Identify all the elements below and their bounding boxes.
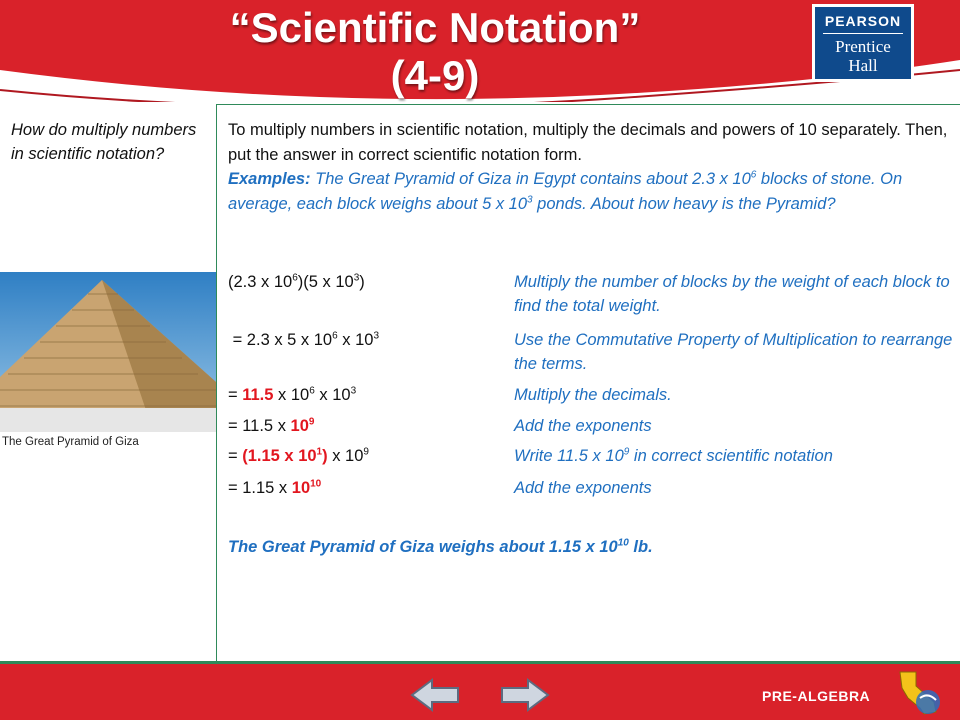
expr-part: = (228, 386, 243, 404)
expr-exponent: 1 (316, 446, 323, 458)
logo-hall: Hall (848, 56, 878, 75)
example-text-b: blocks of stone. On average, each block weighs about 5 x 10 (228, 170, 903, 213)
expr-exponent: 9 (308, 416, 315, 428)
pyramid-photo (0, 272, 216, 432)
photo-caption: The Great Pyramid of Giza (2, 436, 139, 448)
explanation-part: Write 11.5 x 10 (514, 447, 624, 465)
expr-exponent: 10 (310, 478, 322, 490)
expr-part: = 2.3 x 5 x 10 (228, 331, 333, 349)
example-sup-b: 3 (527, 194, 533, 205)
arrow-left-icon (412, 680, 458, 710)
example-problem (228, 167, 950, 216)
expr-part: x 10 (327, 447, 364, 465)
logo-prentice: Prentice (835, 37, 891, 56)
expr-exponent: 6 (309, 385, 315, 397)
example-sup-a: 6 (750, 169, 757, 181)
course-label: PRE-ALGEBRA (762, 688, 871, 704)
title-line-1: “Scientific Notation” (229, 4, 641, 51)
expr-exponent: 3 (373, 330, 380, 342)
expr-part: = 1.15 x (228, 479, 292, 497)
publisher-logo (812, 4, 914, 82)
step-expression (228, 414, 518, 438)
expr-part: )(5 x 10 (297, 273, 354, 291)
pyramid-illustration (0, 272, 216, 432)
conclusion-part: lb. (628, 538, 653, 556)
step-explanation (514, 444, 954, 468)
expr-exponent: 3 (350, 385, 357, 397)
previous-slide-button[interactable] (410, 678, 460, 712)
content-top-rule (216, 104, 960, 105)
example-text-c: ponds. About how heavy is the Pyramid? (532, 194, 836, 213)
step-explanation: Add the exponents (514, 479, 652, 497)
step-expression (228, 328, 518, 352)
expr-highlight: 10 (291, 479, 311, 497)
conclusion-exponent: 10 (617, 537, 629, 549)
title-line-2: (4-9) (390, 52, 480, 99)
step-expression (228, 476, 518, 500)
step-explanation: Multiply the decimals. (514, 386, 672, 404)
expr-part: x 10 (273, 386, 310, 404)
expr-exponent: 6 (292, 272, 298, 284)
arrow-right-icon (502, 680, 548, 710)
expr-part: = (228, 447, 243, 465)
step-explanation: Add the exponents (514, 417, 652, 435)
conclusion-part: The Great Pyramid of Giza weighs about 1.15 x 10 (228, 538, 618, 556)
next-slide-button[interactable] (500, 678, 550, 712)
california-logo-icon (894, 668, 944, 718)
expr-part: = 11.5 x (228, 417, 291, 435)
expr-highlight: 10 (290, 417, 309, 435)
step-expression (228, 270, 518, 294)
expr-part: x 10 (337, 331, 374, 349)
expr-exponent: 3 (353, 272, 360, 284)
column-divider (216, 104, 217, 662)
step-expression (228, 444, 518, 468)
example-text-a: The Great Pyramid of Giza in Egypt contains about 2.3 x 10 (310, 170, 751, 188)
step-expression (228, 383, 518, 407)
step-explanation: Multiply the number of blocks by the weight of each block to find the total weight. (514, 273, 950, 315)
expr-part: ) (359, 273, 365, 291)
examples-label: Examples: (228, 170, 311, 188)
logo-divider (823, 33, 903, 34)
explanation-part: in correct scientific notation (629, 447, 833, 465)
expr-exponent: 9 (363, 446, 369, 458)
step-explanation: Use the Commutative Property of Multiplication to rearrange the terms. (514, 331, 953, 373)
conclusion-text (228, 538, 653, 557)
expr-part: (2.3 x 10 (228, 273, 293, 291)
expr-highlight: 11.5 (242, 386, 274, 404)
logo-pearson: PEARSON (824, 13, 902, 29)
expr-highlight: (1.15 x 10 (242, 447, 317, 465)
explanation-exponent: 9 (623, 446, 630, 458)
expr-exponent: 6 (332, 330, 338, 342)
page-title (0, 4, 870, 100)
lesson-question: How do multiply numbers in scientific notation? (11, 121, 197, 163)
intro-text: To multiply numbers in scientific notation, multiply the decimals and powers of 10 separately. Then, put the answer in correct scientific notation form. (228, 121, 948, 164)
expr-highlight: ) (322, 447, 328, 465)
expr-part: x 10 (314, 386, 351, 404)
